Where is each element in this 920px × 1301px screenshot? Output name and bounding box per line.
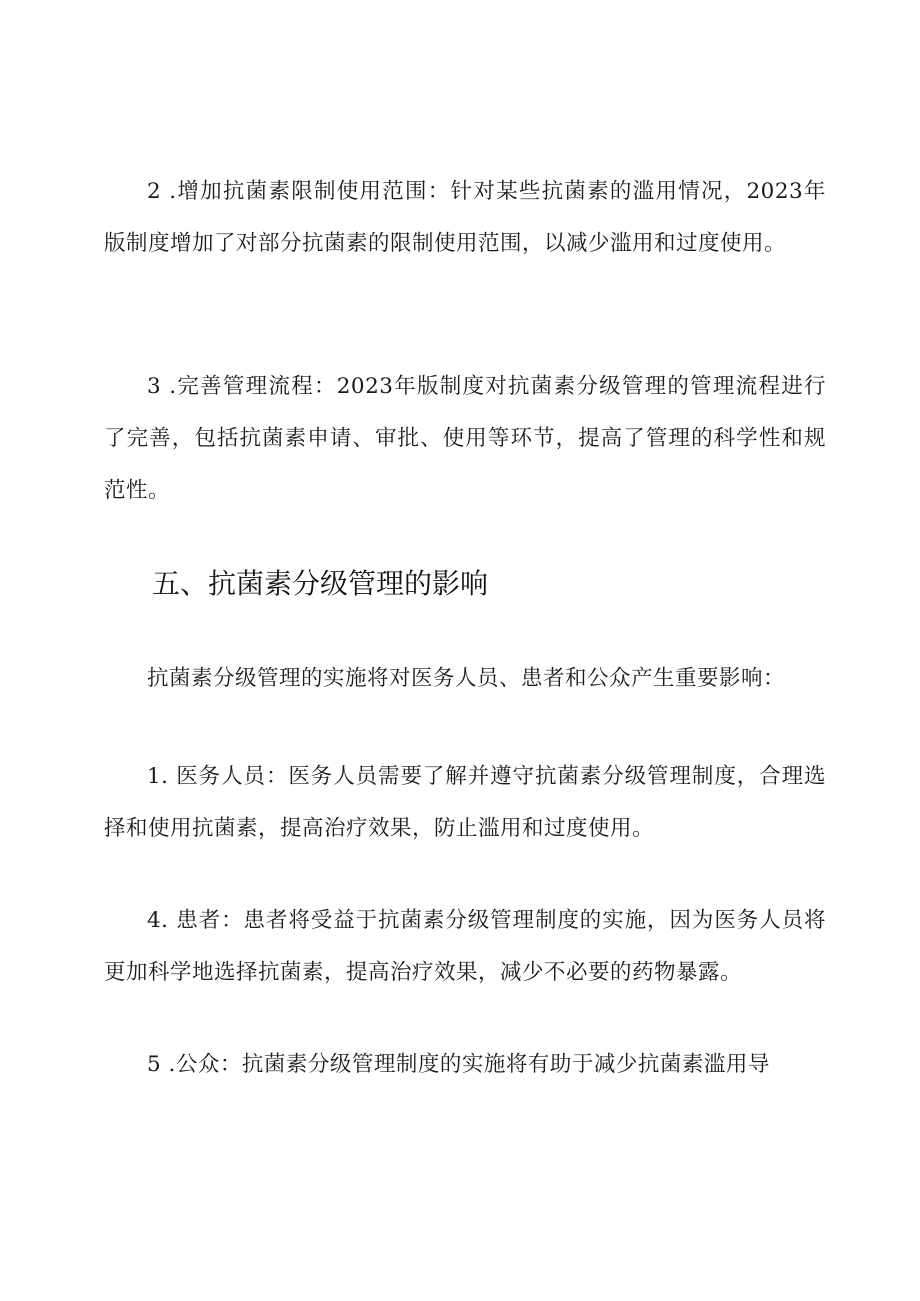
impact-item-medical-staff: 1. 医务人员：医务人员需要了解并遵守抗菌素分级管理制度，合理选择和使用抗菌素，提高治疗效果，防止滥用和过度使用。 [104, 764, 826, 841]
impact-item-public: 5 .公众：抗菌素分级管理制度的实施将有助于减少抗菌素滥用导 [147, 1052, 770, 1077]
intro-paragraph: 抗菌素分级管理的实施将对医务人员、患者和公众产生重要影响： [147, 666, 786, 691]
section-heading: 五、抗菌素分级管理的影响 [152, 567, 489, 600]
paragraph-item-2: 2 .增加抗菌素限制使用范围：针对某些抗菌素的滥用情况，2023年版制度增加了对部分抗菌素的限制使用范围，以减少滥用和过度使用。 [104, 179, 826, 256]
paragraph-item-3: 3 .完善管理流程：2023年版制度对抗菌素分级管理的管理流程进行了完善，包括抗菌素申请、审批、使用等环节，提高了管理的科学性和规范性。 [104, 374, 826, 503]
impact-item-patients: 4. 患者：患者将受益于抗菌素分级管理制度的实施，因为医务人员将更加科学地选择抗菌素，提高治疗效果，减少不必要的药物暴露。 [104, 908, 826, 985]
